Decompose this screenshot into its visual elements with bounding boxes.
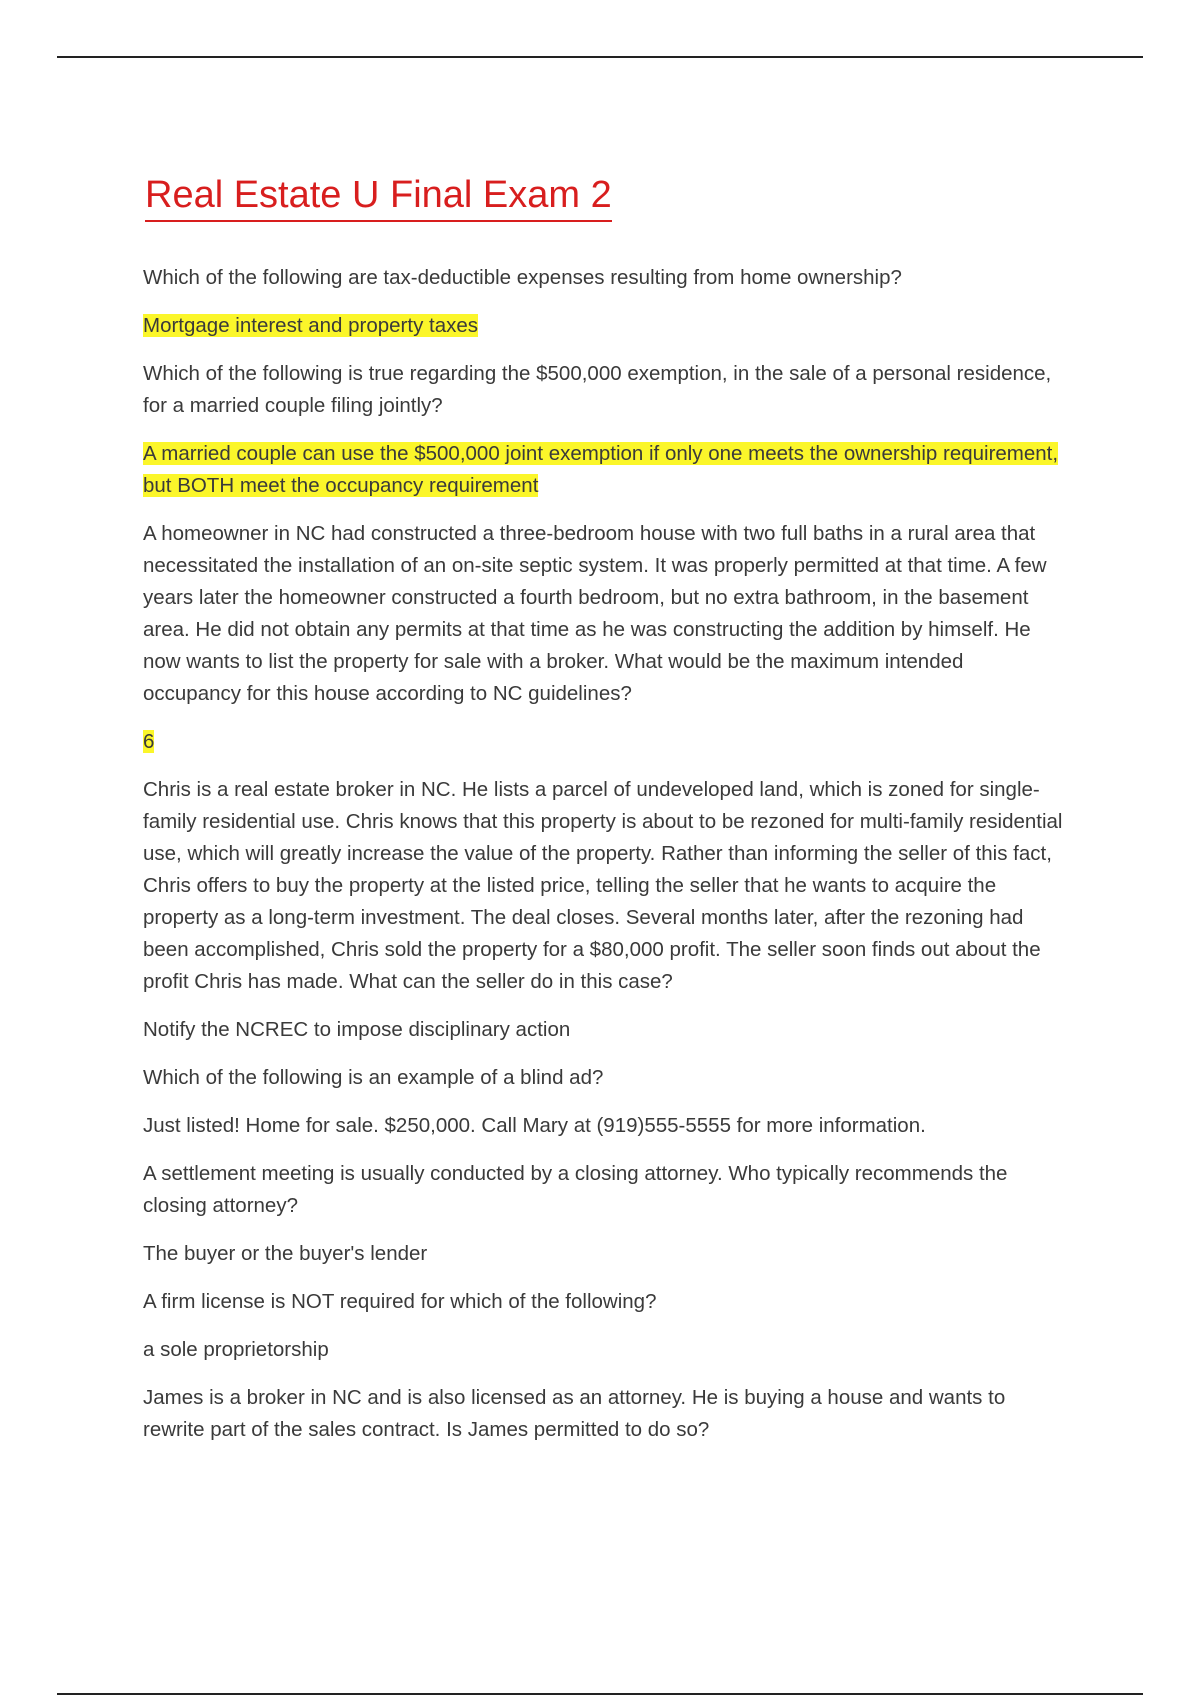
question-text: James is a broker in NC and is also licensed as an attorney. He is buying a house and wants to rewrite part of the sales contract. Is James permitted to do so?	[143, 1386, 1006, 1441]
answer-text	[143, 1110, 1063, 1142]
answer-text	[143, 726, 1063, 758]
highlighted-answer-line: A married couple can use the $500,000 joint exemption if only one meets the ownership requirement,	[143, 442, 1059, 465]
document-title: Real Estate U Final Exam 2	[145, 170, 612, 222]
answer-text	[143, 1014, 1063, 1046]
qa-list	[143, 262, 1063, 1446]
answer-line: Just listed! Home for sale. $250,000. Call Mary at (919)555-5555 for more information.	[143, 1114, 926, 1137]
answer-line: a sole proprietorship	[143, 1338, 329, 1361]
answer-text	[143, 1334, 1063, 1366]
question-text: Which of the following is true regarding the $500,000 exemption, in the sale of a personal residence, for a married couple filing jointly?	[143, 362, 1052, 417]
answer-line: The buyer or the buyer's lender	[143, 1242, 428, 1265]
document-page	[143, 170, 1063, 1462]
bottom-rule	[57, 1693, 1143, 1695]
highlighted-answer-line: but BOTH meet the occupancy requirement	[143, 474, 539, 497]
answer-text	[143, 310, 1063, 342]
question-text: A firm license is NOT required for which of the following?	[143, 1290, 657, 1313]
question-text: Chris is a real estate broker in NC. He lists a parcel of undeveloped land, which is zoned for single-family residential use. Chris knows that this property is about to be rezoned for multi-family residential use, which will greatly increase the value of the property. Rather than informing the seller of this fact, Chris offers to buy the property at the listed price, telling the seller that he wants to acquire the property as a long-term investment. The deal closes. Several months later, after the rezoning had been accomplished, Chris sold the property for a $80,000 profit. The seller soon finds out about the profit Chris has made. What can the seller do in this case?	[143, 778, 1063, 993]
question-text: Which of the following are tax-deductible expenses resulting from home ownership?	[143, 266, 902, 289]
question-text: A settlement meeting is usually conducted by a closing attorney. Who typically recommends the closing attorney?	[143, 1162, 1008, 1217]
answer-line: Notify the NCREC to impose disciplinary action	[143, 1018, 571, 1041]
answer-text	[143, 438, 1063, 502]
answer-text	[143, 1238, 1063, 1270]
highlighted-answer-line: Mortgage interest and property taxes	[143, 314, 479, 337]
highlighted-answer-line: 6	[143, 730, 155, 753]
top-rule	[57, 56, 1143, 58]
question-text: A homeowner in NC had constructed a three-bedroom house with two full baths in a rural area that necessitated the installation of an on-site septic system. It was properly permitted at that time. A few years later the homeowner constructed a fourth bedroom, but no extra bathroom, in the basement area. He did not obtain any permits at that time as he was constructing the addition by himself. He now wants to list the property for sale with a broker. What would be the maximum intended occupancy for this house according to NC guidelines?	[143, 522, 1047, 705]
question-text: Which of the following is an example of a blind ad?	[143, 1066, 604, 1089]
